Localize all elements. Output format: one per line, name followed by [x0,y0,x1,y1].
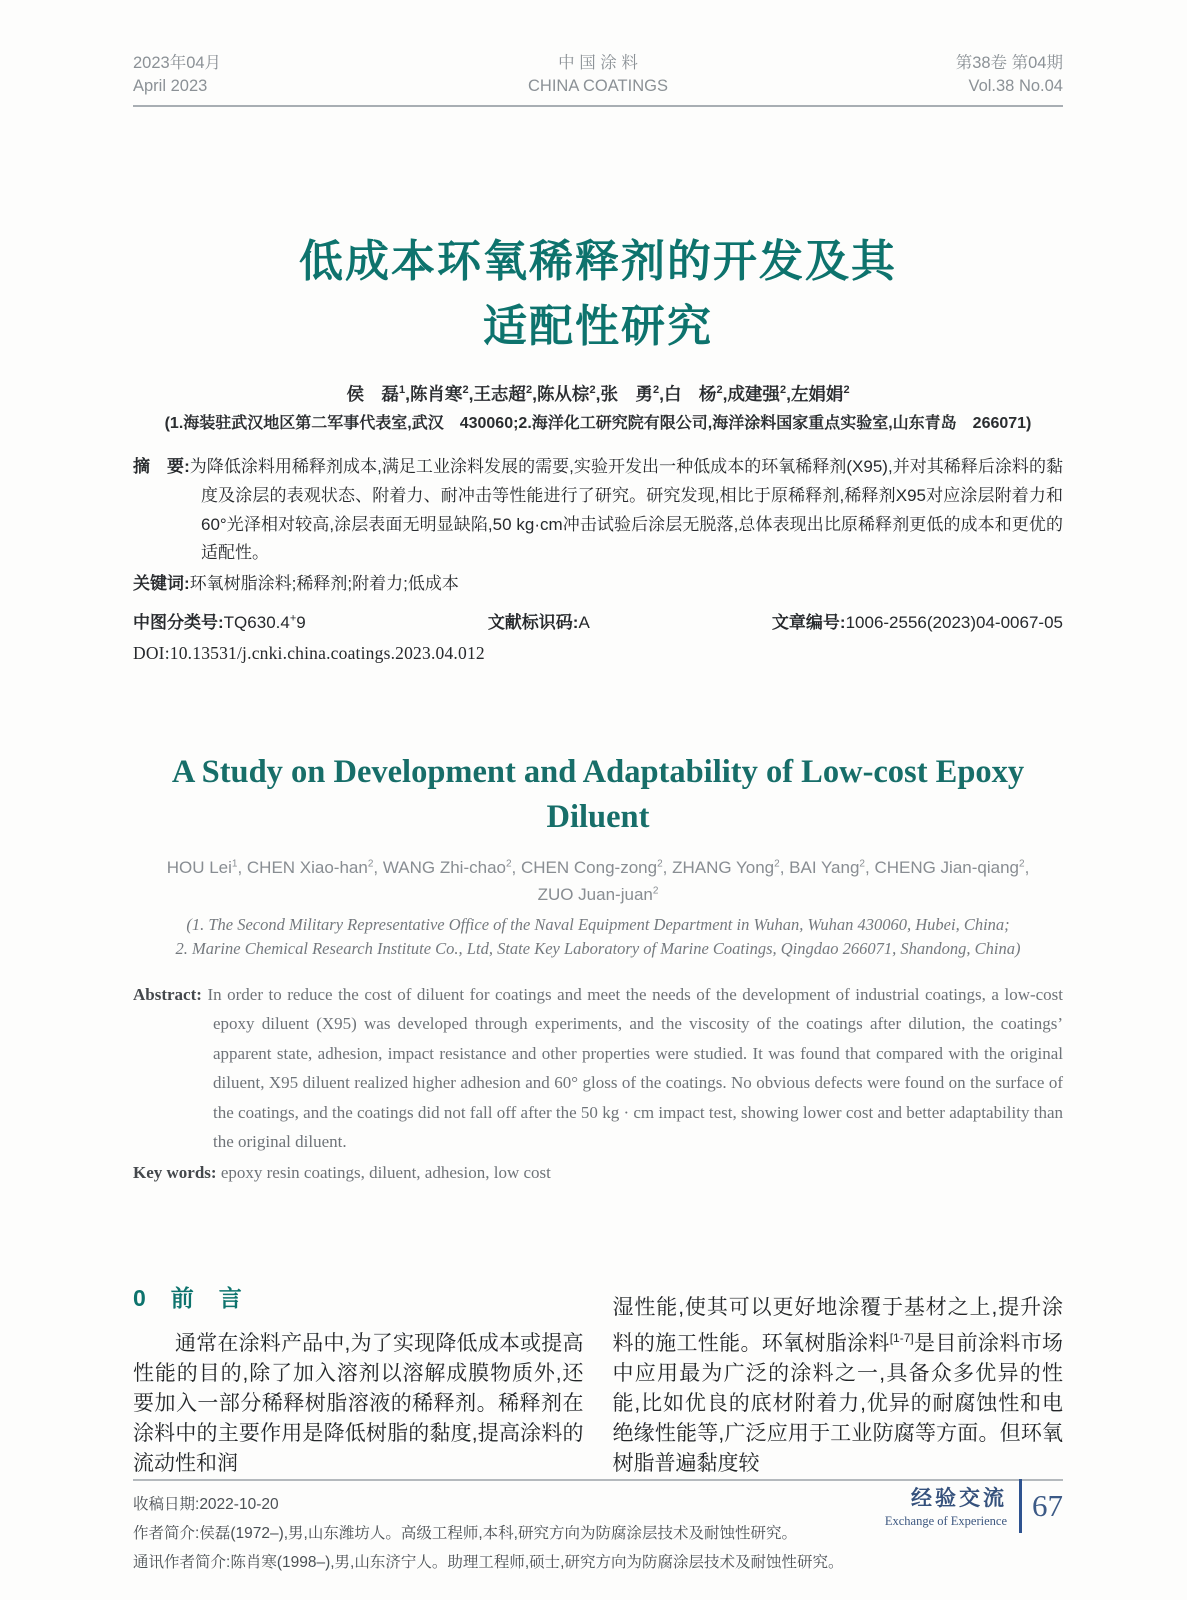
received-date: 收稿日期:2022-10-20 [133,1495,279,1513]
keywords-text-en: epoxy resin coatings, diluent, adhesion, low cost [220,1163,551,1183]
clc-label: 中图分类号: [133,613,224,633]
article-number-label: 文章编号: [771,613,846,633]
author-bio: 作者简介:侯磊(1972–),男,山东潍坊人。高级工程师,本科,研究方向为防腐涂层技术及耐蚀性研究。 [133,1525,797,1543]
author-cn: 王志超$^2$ , [473,384,537,404]
article-title-cn-line1: 低成本环氧稀释剂的开发及其 [299,237,897,287]
keywords-label-en: Key words: [133,1163,217,1183]
header-date-en: April 2023 [133,77,208,96]
abstract-en [133,980,1063,1156]
author-en: WANG Zhi-chao$^2$ , [383,858,521,877]
article-title-en-line2: Diluent [546,798,650,835]
section-name-en: Exchange of Experience [884,1514,1007,1529]
author-cn: 左娟娟$^2$ [790,384,850,405]
header-journal-cn: 中 国 涂 料 [558,54,638,72]
clc-number: 中图分类号:TQ630.4+9 [133,612,306,633]
article-number: 文章编号:1006-2556(2023)04-0067-05 [771,613,1063,633]
keywords-cn [133,570,1063,599]
intro-paragraph-right: 湿性能,使其可以更好地涂覆于基材之上,提升涂料的施工性能。环氧树脂涂料[1-7]是目前涂料市场中应用最为广泛的涂料之一,具备众多优异的性能,比如优良的底材附着力,优异的耐腐蚀性和电绝缘性能等,广泛应用于工业防腐等方面。但环氧树脂普遍黏度较 [612,1295,1064,1475]
abstract-block-cn [133,453,1063,598]
header-date-cn: 2023年04月 [133,54,222,72]
keywords-text-cn: 环氧树脂涂料;稀释剂;附着力;低成本 [189,573,459,593]
author-en: HOU Lei$^1$ , [167,858,247,877]
article-title-en [133,750,1063,840]
citation-ref: [1-7] [889,1330,914,1345]
author-en: BAI Yang$^2$ , [789,858,874,877]
keywords-en [133,1158,1063,1187]
author-cn: 陈从棕$^2$ , [537,384,601,404]
header-issue [756,52,1063,98]
abstract-text-en: In order to reduce the cost of diluent for coatings and meet the needs of the development of industrial coatings, a low-cost epoxy diluent (X95) was developed through experiments, and the viscosity of the coatings after dilution, the coatings’ apparent state, adhesion, impact resistance and other properties were studied. It was found that compared with the original diluent, X95 diluent realized higher adhesion and 60° gloss of the coatings. No obvious defects were found on the surface of the coatings, and the coatings did not fall off after the 50 kg · cm impact test, showing lower cost and better adaptability than the original diluent. [207,985,1064,1152]
doi: DOI:10.13531/j.cnki.china.coatings.2023.04.012 [133,643,485,664]
section-name-cn: 经验交流 [911,1487,1007,1511]
author-en: CHEN Cong-zong$^2$ , [521,858,672,877]
abstract-block-en [133,980,1063,1188]
abstract-cn [133,453,1063,567]
affiliation-en-line2: 2. Marine Chemical Research Institute Co., Ltd, State Key Laboratory of Marine Coatings, Qingdao 266071, Shandong, China) [175,938,1021,958]
page-marker [885,1479,1063,1533]
author-en: ZHANG Yong$^2$ , [672,858,789,877]
introduction-section [133,1280,1063,1479]
author-cn: 白 杨$^2$ , [664,384,728,404]
author-cn: 成建强$^2$ , [727,384,791,404]
affiliation-en-line1: (1. The Second Military Representative Office of the Naval Equipment Department in Wuhan, Wuhan 430060, Hubei, China; [186,915,1010,935]
classification-row [133,608,1063,633]
authors-en [133,854,1063,908]
document-code-label: 文献标识码: [487,613,579,633]
article-title-cn [133,229,1063,359]
affiliation-en [133,913,1063,960]
article-title-en-line1: A Study on Development and Adaptability of Low-cost Epoxy [171,754,1025,791]
authors-cn [133,381,1063,406]
abstract-text-cn: 为降低涂料用稀释剂成本,满足工业涂料发展的需要,实验开发出一种低成本的环氧稀释剂(X95),并对其稀释后涂料的黏度及涂层的表观状态、附着力、耐冲击等性能进行了研究。研究发现,相比于原稀释剂,稀释剂X95对应涂层附着力和60°光泽相对较高,涂层表面无明显缺陷,50 kg·cm冲击试验后涂层无脱落,总体表现出比原稀释剂更低的成本和更优的适配性。 [189,457,1063,563]
document-code: 文献标识码:A [487,613,590,633]
author-cn: 侯 磊$^1$ , [346,384,410,404]
header-journal-en: CHINA COATINGS [528,77,668,96]
intro-paragraph-left: 通常在涂料产品中,为了实现降低成本或提高性能的目的,除了加入溶剂以溶解成膜物质外,还要加入一部分稀释树脂溶液的稀释剂。稀释剂在涂料中的主要作用是降低树脂的黏度,提高涂料的流动性和润 [133,1331,584,1475]
journal-header [133,0,1063,107]
affiliation-cn: (1.海装驻武汉地区第二军事代表室,武汉 430060;2.海洋化工研究院有限公司,海洋涂料国家重点实验室,山东青岛 266071) [164,415,1032,433]
clc-superscript: + [289,612,297,625]
marker-divider-bar [1019,1479,1022,1533]
author-cn: 陈肖寒$^2$ , [410,384,474,404]
abstract-label-cn: 摘 要: [133,457,190,477]
header-issue-cn: 第38卷 第04期 [955,54,1063,72]
intro-column-left [133,1280,584,1479]
header-issue-en: Vol.38 No.04 [968,77,1063,96]
keywords-label-cn: 关键词: [133,573,190,593]
page-number: 67 [1032,1487,1063,1523]
article-title-cn-line2: 适配性研究 [483,302,713,352]
author-en: ZUO Juan-juan$^2$ [537,885,659,905]
author-en: CHENG Jian-qiang$^2$ , [874,858,1029,877]
intro-column-right [613,1280,1064,1479]
section-name [885,1482,1007,1529]
abstract-label-en: Abstract: [133,985,202,1005]
header-date [133,52,440,98]
author-en: CHEN Xiao-han$^2$ , [247,858,383,877]
corresponding-author-bio: 通讯作者简介:陈肖寒(1998–),男,山东济宁人。助理工程师,硕士,研究方向为防腐涂层技术及耐蚀性研究。 [133,1554,844,1572]
header-journal-name [445,52,752,98]
intro-heading: 0 前 言 [133,1284,243,1311]
author-cn: 张 勇$^2$ , [600,384,664,404]
